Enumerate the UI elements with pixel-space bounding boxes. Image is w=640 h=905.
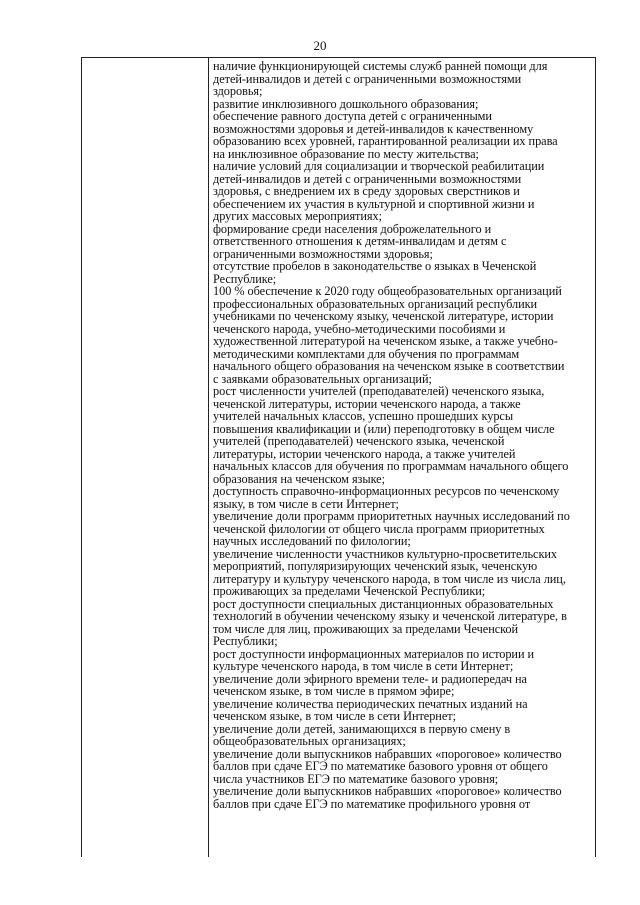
text-line: чеченском языке, в том числе в прямом эфире;	[213, 684, 455, 698]
text-line: обеспечение равного доступа детей с ограниченными	[213, 109, 492, 123]
text-line: Республике;	[213, 271, 277, 286]
text-line: культуре чеченского народа, в том числе в сети Интернет;	[213, 659, 514, 673]
text-line: образованию всех уровней, гарантированной реализации их права	[213, 134, 558, 148]
text-line: на инклюзивное образование по месту жительства;	[213, 146, 479, 161]
text-line: проживающих за пределами Чеченской Республики;	[213, 584, 486, 598]
text-line: детей-инвалидов и детей с ограниченными возможностями	[213, 71, 522, 86]
text-line: методическими комплектами для обучения по программам	[213, 346, 520, 361]
text-line: мероприятий, популяризирующих чеченский язык, чеченскую	[213, 559, 538, 573]
text-line: баллов при сдаче ЕГЭ по математике профильного уровня от	[213, 796, 531, 811]
text-line: здоровья;	[213, 84, 263, 98]
text-line: учителей начальных классов, успешно прошедших курсы	[213, 409, 514, 423]
text-line: отсутствие пробелов в законодательстве о языках в Чеченской	[213, 259, 537, 273]
text-line: учителей (преподавателей) чеченского языка, чеченской	[213, 434, 505, 448]
text-line: рост доступности специальных дистанционных образовательных	[213, 596, 554, 611]
text-line: ответственного отношения к детям-инвалидам и детям с	[213, 234, 507, 248]
document-table	[81, 57, 596, 857]
table-left-cell	[82, 58, 209, 857]
text-line: технологий в обучении чеченскому языку и чеченской литературе, в	[213, 609, 567, 623]
text-line: развитие инклюзивного дошкольного образования;	[213, 96, 479, 111]
text-line: начального общего образования на чеченском языке в соответствии	[213, 359, 565, 373]
text-line: языку, в том числе в сети Интернет;	[213, 496, 399, 511]
text-line: обеспечением их участия в культурной и спортивной жизни и	[213, 196, 535, 211]
text-line: рост доступности информационных материалов по истории и	[213, 646, 535, 661]
text-line: научных исследований по филологии;	[213, 534, 411, 548]
text-line: возможностями здоровья и детей-инвалидов к качественному	[213, 121, 534, 136]
text-line: 100 % обеспечение к 2020 году общеобразовательных организаций	[213, 284, 562, 298]
text-line: том числе для лиц, проживающих за пределами Чеченской	[213, 621, 519, 636]
text-line: общеобразовательных организациях;	[213, 734, 406, 748]
table-right-cell	[209, 58, 595, 857]
text-line: чеченской филологии от общего числа программ приоритетных	[213, 521, 545, 536]
text-line: профессиональных образовательных организаций республики	[213, 296, 538, 311]
text-line: увеличение доли программ приоритетных научных исследований по	[213, 509, 570, 523]
page-number: 20	[313, 38, 327, 53]
text-line: литературу и культуру чеченского народа, в том числе из числа лиц,	[213, 571, 566, 586]
text-line: формирование среди населения доброжелательного и	[213, 221, 492, 236]
text-line: наличие условий для социализации и творческой реабилитации	[213, 159, 545, 173]
text-line: доступность справочно-информационных ресурсов по чеченскому	[213, 484, 560, 498]
text-line: наличие функционирующей системы служб ранней помощи для	[213, 59, 548, 73]
text-line: чеченского народа, учебно-методическими пособиями и	[213, 321, 506, 336]
text-line: с заявками образовательных организаций;	[213, 371, 432, 386]
text-line: увеличение доли эфирного времени теле- и радиопередач на	[213, 671, 527, 686]
text-line: повышения квалификации и (или) переподготовку в общем числе	[213, 421, 555, 436]
text-line: детей-инвалидов и детей с ограниченными возможностями	[213, 171, 522, 186]
text-line: Республики;	[213, 634, 278, 648]
text-line: увеличение количества периодических печатных изданий на	[213, 696, 528, 711]
text-line: художественной литературой на чеченском языке, а также учебно-	[213, 334, 558, 348]
text-line: здоровья, с внедрением их в среду здоровых сверстников и	[213, 184, 520, 198]
text-line: ограниченными возможностями здоровья;	[213, 246, 433, 261]
text-line: образования на чеченском языке;	[213, 471, 385, 486]
text-line: рост численности учителей (преподавателей) чеченского языка,	[213, 384, 545, 398]
text-line: увеличение численности участников культурно-просветительских	[213, 546, 558, 561]
text-line: учебниками по чеченскому языку, чеченской литературе, истории	[213, 309, 554, 323]
text-line: увеличение доли детей, занимающихся в первую смену в	[213, 721, 511, 736]
text-line: чеченском языке, в том числе в сети Интернет;	[213, 709, 456, 723]
text-line: баллов при сдаче ЕГЭ по математике базового уровня от общего	[213, 759, 548, 773]
text-line: чеченской литературы, истории чеченского народа, а также	[213, 396, 521, 411]
text-line: начальных классов для обучения по программам начального общего	[213, 459, 569, 473]
text-line: других массовых мероприятиях;	[213, 209, 382, 223]
text-line: литературы, истории чеченского народа, а также учителей	[213, 446, 516, 461]
text-line: увеличение доли выпускников набравших «пороговое» количество	[213, 746, 562, 761]
text-line: увеличение доли выпускников набравших «пороговое» количество	[213, 784, 562, 798]
text-line: числа участников ЕГЭ по математике базового уровня;	[213, 771, 499, 786]
